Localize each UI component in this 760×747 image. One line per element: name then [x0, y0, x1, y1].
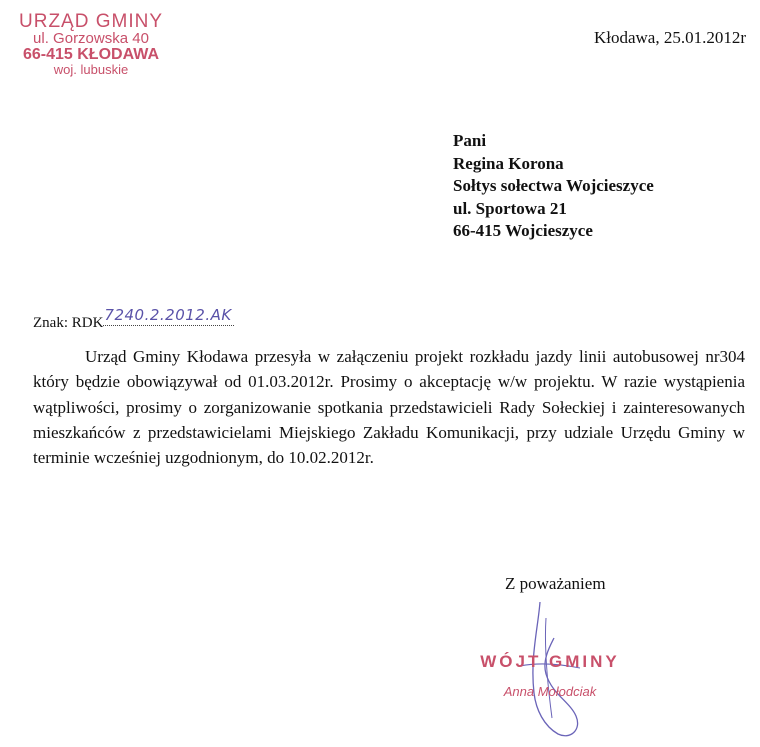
letter-body: Urząd Gminy Kłodawa przesyła w załączeniu projekt rozkładu jazdy linii autobusowej nr304 który będzie obowiązywał od 01.03.2012r. Prosimy o akceptację w/w projektu. W razie wystąpienia wątpliwości, prosimy o zorganizowanie spotkania przedstawicieli Rady Sołeckiej i zainteresowanych mieszkańców z przedstawicielami Miejskiego Zakładu Komunikacji, przy udziale Urzędu Gminy w terminie wcześniej uzgodnionym, do 10.02.2012r. — [33, 347, 745, 468]
addressee-title: Sołtys sołectwa Wojcieszyce — [453, 176, 654, 195]
letter-date: Kłodawa, 25.01.2012r — [593, 28, 746, 47]
stamp-line-3: 66-415 KŁODAWA — [22, 45, 160, 63]
signature-stamp — [470, 652, 630, 699]
office-stamp — [6, 12, 176, 76]
addressee-name: Regina Korona — [453, 153, 564, 173]
addressee-salutation: Pani — [453, 131, 487, 150]
reference-label: Znak: RDK — [33, 315, 104, 331]
reference-handwritten: 7240.2.2012.AK — [104, 306, 232, 324]
closing-phrase: Z poważaniem — [505, 574, 606, 593]
addressee-street: ul. Sportowa 21 — [453, 198, 567, 218]
reference-line — [33, 306, 234, 333]
signature-stamp-title: WÓJT GMINY — [480, 652, 620, 671]
addressee-block — [453, 130, 654, 243]
stamp-line-1: URZĄD GMINY — [19, 11, 163, 32]
signature-stamp-name: Anna Mołodciak — [503, 684, 597, 699]
addressee-city: 66-415 Wojcieszyce — [453, 221, 593, 240]
stamp-line-4: woj. lubuskie — [53, 61, 129, 77]
stamp-line-2: ul. Gorzowska 40 — [33, 30, 149, 48]
